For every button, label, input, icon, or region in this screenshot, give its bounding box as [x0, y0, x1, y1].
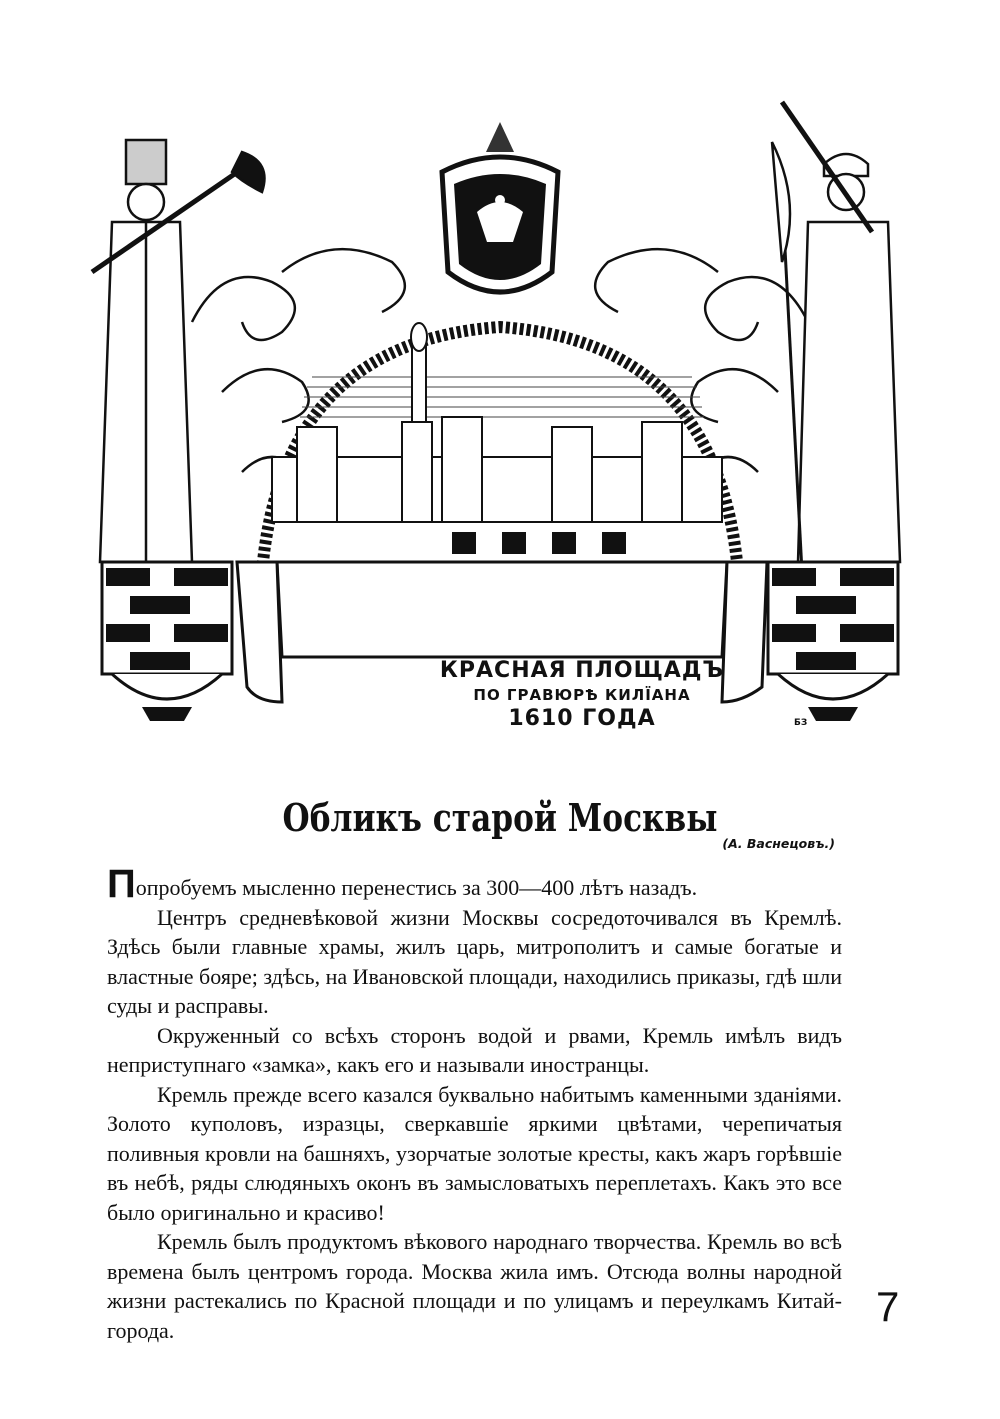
left-pillar: [102, 562, 232, 721]
right-guard-figure: [772, 102, 900, 572]
paragraph: Окруженный со всѣхъ сторонъ водой и рвами, Кремль имѣлъ видъ неприступнаго «замка», какъ его и называли иностранцы.: [107, 1022, 842, 1077]
paragraph: Центръ средневѣковой жизни Москвы сосредоточивался въ Кремлѣ. Здѣсь были главные храмы, жилъ царь, митрополитъ и самые богатые и властные бояре; здѣсь, на Ивановской площади, находились приказы, гдѣ шли суды и расправы.: [107, 904, 842, 1018]
banner-line-1: КРАСНАЯ ПЛОЩАДЪ: [439, 658, 725, 683]
paragraph-text: опробуемъ мысленно перенестись за 300—400 лѣтъ назадъ.: [135, 875, 698, 900]
article-author: (А. Васнецовъ.): [722, 836, 835, 851]
header-illustration: [82, 92, 918, 731]
paragraph: [107, 862, 842, 906]
crest-icon: [442, 122, 558, 292]
paragraph: Кремль былъ продуктомъ вѣкового народнаго творчества. Кремль во всѣ времена былъ центромъ города. Москва жила имъ. Отсюда волны народной жизни растекались по Красной площади и по улицамъ и переулкамъ Китай-города.: [107, 1229, 842, 1343]
right-pillar: [768, 562, 898, 721]
page-number: 7: [876, 1283, 900, 1330]
engraving-svg: [82, 92, 918, 724]
left-guard-figure: [92, 140, 265, 562]
article-body: [107, 862, 842, 1345]
artist-monogram: БЗ: [794, 718, 808, 728]
banner-line-3: 1610 ГОДА: [508, 706, 656, 731]
banner-caption: [382, 658, 782, 732]
banner-line-2: ПО ГРАВЮРѢ КИЛЇАНА: [473, 686, 691, 704]
drop-cap: П: [107, 862, 136, 906]
article-title: Обликъ старой Москвы: [282, 795, 718, 841]
paragraph: Кремль прежде всего казался буквально набитымъ каменными зданіями. Золото куполовъ, изразцы, сверкавшіе яркими цвѣтами, черепичатыя поливныя кровли на башняхъ, узорчатые золотые кресты, какъ жаръ горѣвшіе въ небѣ, ряды слюдяныхъ оконъ въ замысловатыхъ переплетахъ. Какъ это все было оригинально и красиво!: [107, 1081, 842, 1225]
